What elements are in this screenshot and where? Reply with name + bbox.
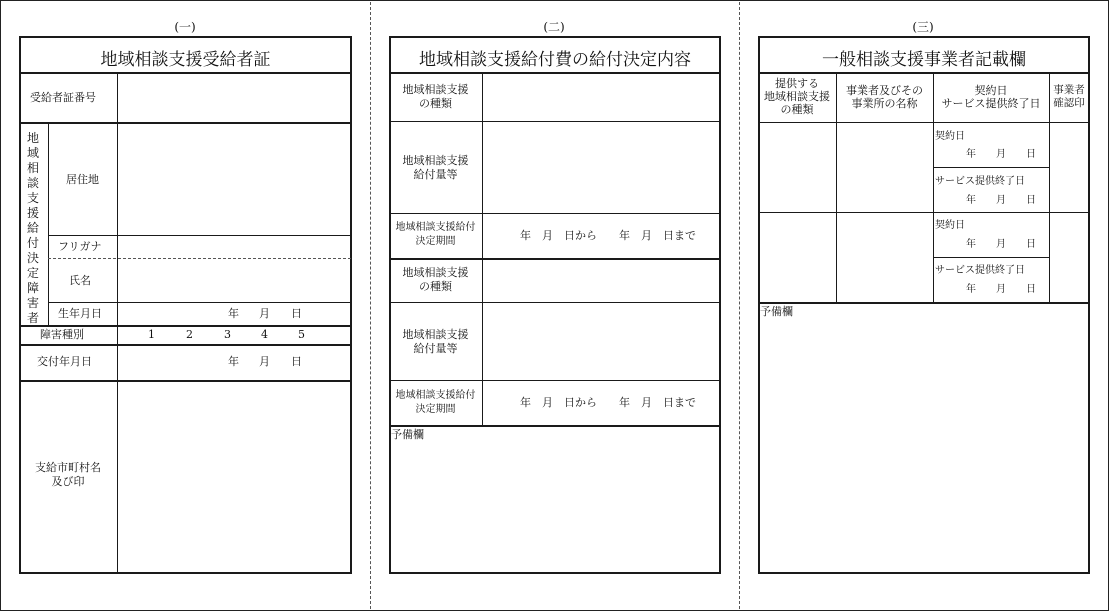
contract-date: 年 月 日 [966, 239, 1036, 250]
divider [933, 257, 1049, 258]
divider [389, 380, 720, 381]
issue-day: 日 [291, 355, 302, 368]
divider [19, 325, 352, 327]
divider [389, 121, 720, 122]
column-header: 事業者 [1053, 84, 1085, 96]
column-header: 地域相談支援 [764, 90, 830, 103]
disability-type-option: 5 [298, 328, 305, 341]
service-end-date: 年 月 日 [966, 284, 1036, 295]
certificate-panel [19, 36, 352, 574]
divider [389, 213, 720, 214]
birth-day: 日 [291, 307, 302, 320]
divider [48, 235, 351, 236]
divider [389, 72, 721, 74]
divider [758, 212, 1089, 213]
divider [389, 258, 721, 260]
amount-label: 地域相談支援 [402, 328, 469, 341]
service-end-date: 年 月 日 [966, 195, 1036, 206]
birthdate-label: 生年月日 [58, 307, 102, 320]
column-header: 確認印 [1053, 97, 1085, 109]
panel-divider [739, 2, 740, 609]
page-title: 地域相談支援給付費の給付決定内容 [419, 50, 691, 70]
page-title: 地域相談支援受給者証 [100, 50, 271, 70]
period-value: 年 月 日から 年 月 日まで [520, 396, 696, 409]
issue-year: 年 [228, 355, 239, 368]
divider [758, 72, 1090, 74]
birth-year: 年 [228, 307, 239, 320]
divider [758, 302, 1090, 304]
service-end-label: サービス提供終了日 [935, 176, 1025, 187]
contract-date: 年 月 日 [966, 149, 1036, 160]
issue-month: 月 [259, 355, 270, 368]
column-header: 事業者及びその [846, 84, 923, 97]
disability-type-option: 2 [186, 328, 193, 341]
period-label: 地域相談支援給付 [395, 390, 476, 401]
amount-label: 給付量等 [413, 168, 458, 181]
period-label: 地域相談支援給付 [395, 222, 476, 233]
cert-number-label: 受給者証番号 [30, 91, 96, 104]
contract-label: 契約日 [935, 131, 965, 142]
divider [933, 167, 1049, 168]
divider [48, 122, 49, 325]
remarks-label: 予備欄 [760, 305, 793, 318]
divider [389, 302, 720, 303]
service-type-label: 地域相談支援 [402, 266, 469, 279]
panel-number: (二) [543, 20, 565, 34]
column-header: 提供する [775, 77, 819, 90]
divider [389, 425, 721, 427]
page-title: 一般相談支援事業者記載欄 [822, 50, 1026, 70]
amount-label: 給付量等 [413, 342, 458, 355]
divider [758, 122, 1089, 123]
period-label: 決定期間 [415, 236, 456, 247]
panel-number: (一) [174, 20, 196, 34]
divider [48, 258, 351, 259]
municipality-label: 及び印 [51, 475, 85, 488]
divider [117, 72, 118, 573]
disability-type-option: 1 [148, 328, 155, 341]
divider [19, 122, 352, 124]
disability-type-label: 障害種別 [40, 328, 84, 341]
divider [48, 302, 351, 303]
divider [19, 344, 352, 346]
service-type-label: の種類 [419, 97, 452, 110]
column-header: の種類 [780, 103, 814, 116]
provider-record-panel [758, 36, 1090, 574]
panel-divider [370, 2, 371, 609]
disability-type-option: 4 [261, 328, 268, 341]
holder-vertical-label: 地 域 相 談 支 援 給 付 決 定 障 害 者 [26, 131, 39, 325]
service-end-label: サービス提供終了日 [935, 265, 1025, 276]
birth-month: 月 [259, 307, 270, 320]
divider [19, 380, 352, 382]
name-label: 氏名 [69, 274, 91, 287]
issue-date-label: 交付年月日 [37, 355, 92, 368]
benefit-decision-panel [389, 36, 721, 574]
municipality-label: 支給市町村名 [35, 461, 101, 474]
divider [19, 72, 352, 74]
panel-number: (三) [912, 20, 934, 34]
divider [482, 72, 483, 425]
remarks-label: 予備欄 [391, 428, 424, 441]
furigana-label: フリガナ [58, 240, 102, 253]
contract-label: 契約日 [935, 220, 965, 231]
period-label: 決定期間 [415, 404, 456, 415]
column-header: 事業所の名称 [851, 97, 918, 110]
address-label: 居住地 [66, 173, 99, 186]
column-header: サービス提供終了日 [941, 97, 1041, 110]
period-value: 年 月 日から 年 月 日まで [520, 229, 696, 242]
column-header: 契約日 [974, 84, 1008, 97]
amount-label: 地域相談支援 [402, 154, 469, 167]
service-type-label: 地域相談支援 [402, 83, 469, 96]
disability-type-option: 3 [224, 328, 231, 341]
service-type-label: の種類 [419, 280, 452, 293]
